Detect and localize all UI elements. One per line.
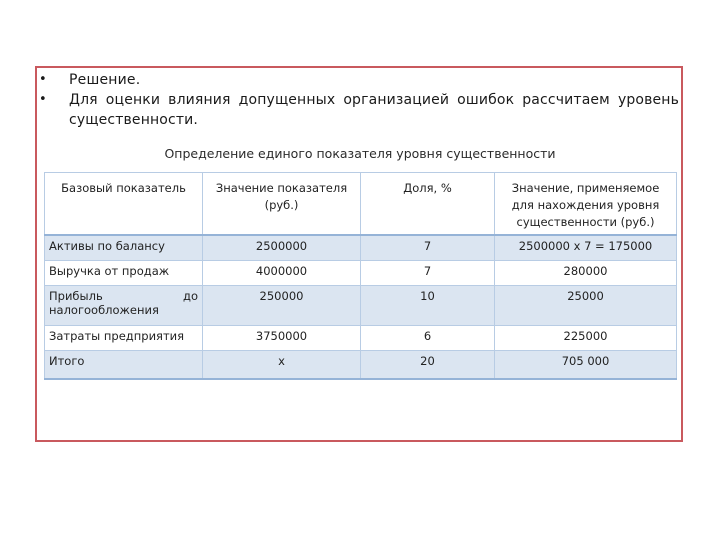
bullet-text: Решение. bbox=[69, 72, 141, 88]
bullet-dot-icon: • bbox=[39, 92, 47, 107]
table-cell: 7 bbox=[361, 235, 495, 260]
bullet-text: Для оценки влияния допущенных организацией ошибок рассчитаем уровень существенности. bbox=[69, 92, 679, 128]
table-cell: 20 bbox=[361, 350, 495, 379]
column-header: Доля, % bbox=[361, 173, 495, 236]
table-cell: 280000 bbox=[495, 260, 677, 285]
table-cell: 3750000 bbox=[203, 325, 361, 350]
table-cell: 4000000 bbox=[203, 260, 361, 285]
table-cell: 25000 bbox=[495, 285, 677, 325]
table-row bbox=[45, 235, 677, 260]
bullet-item bbox=[36, 90, 679, 130]
table-header-row bbox=[45, 173, 677, 236]
table-cell: Активы по балансу bbox=[45, 235, 203, 260]
column-header: Значение, применяемое для нахождения уровня существенности (руб.) bbox=[495, 173, 677, 236]
column-header: Значение показателя (руб.) bbox=[203, 173, 361, 236]
table-cell: Затраты предприятия bbox=[45, 325, 203, 350]
table-cell: х bbox=[203, 350, 361, 379]
bullet-list bbox=[36, 70, 686, 130]
table-cell: 10 bbox=[361, 285, 495, 325]
table-caption: Определение единого показателя уровня существенности bbox=[164, 146, 556, 161]
bullet-item bbox=[36, 70, 686, 90]
table-total-row bbox=[45, 350, 677, 379]
materiality-table bbox=[44, 172, 677, 380]
table-cell-text: Прибыль до налогообложения bbox=[49, 288, 198, 317]
table-row bbox=[45, 285, 677, 325]
table-cell: 2500000 х 7 = 175000 bbox=[495, 235, 677, 260]
bullet-dot-icon: • bbox=[39, 72, 47, 87]
table-cell: 225000 bbox=[495, 325, 677, 350]
table-row bbox=[45, 260, 677, 285]
table-cell: 705 000 bbox=[495, 350, 677, 379]
table-cell bbox=[45, 285, 203, 325]
table-row bbox=[45, 325, 677, 350]
column-header: Базовый показатель bbox=[45, 173, 203, 236]
table-cell: Выручка от продаж bbox=[45, 260, 203, 285]
table-cell: 250000 bbox=[203, 285, 361, 325]
table-cell: 2500000 bbox=[203, 235, 361, 260]
table-cell: 7 bbox=[361, 260, 495, 285]
table-cell: 6 bbox=[361, 325, 495, 350]
table-cell: Итого bbox=[45, 350, 203, 379]
